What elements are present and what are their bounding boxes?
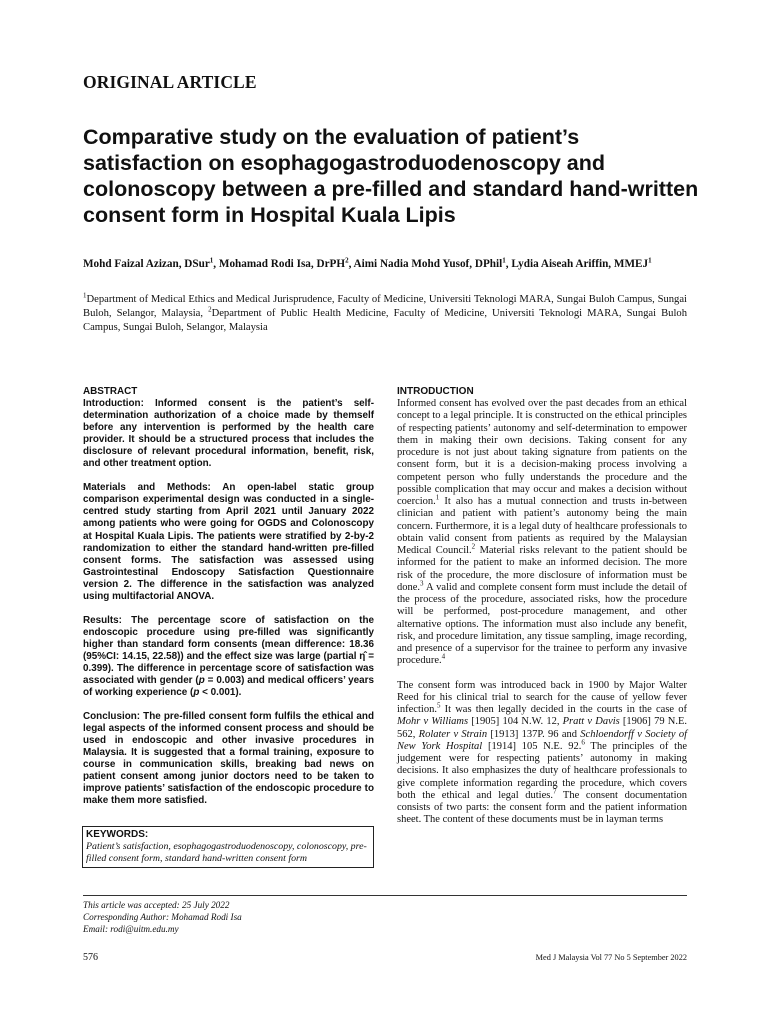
author-name: , Aimi Nadia Mohd Yusof, DPhil	[348, 258, 503, 270]
abstract-methods-label: Materials and Methods:	[83, 482, 211, 494]
case-name: Pratt v Davis	[562, 716, 620, 728]
author-affiliation-mark: 1	[502, 256, 506, 265]
case-name: Mohr v Williams	[397, 716, 469, 728]
body-text: [1905] 104 N.W. 12,	[468, 716, 563, 728]
affiliation-mark: 1	[83, 291, 87, 300]
body-text: [1906] 79 N.E. 562,	[397, 716, 687, 740]
corresponding-author: Corresponding Author: Mohamad Rodi Isa	[83, 912, 242, 922]
author-email: Email: rodi@uitm.edu.my	[83, 924, 179, 934]
introduction-paragraph	[397, 398, 687, 668]
abstract-results	[83, 615, 374, 699]
body-text: The consent documentation consists of two parts: the consent form and the patient information sheet. The content of these documents must be in layman terms	[397, 789, 688, 826]
body-text: The consent form was introduced back in 1900 by Major Walter Reed for his clinical trial to search for the cause of yellow fever infection.	[397, 679, 687, 715]
abstract-conclusion-label: Conclusion:	[83, 711, 141, 723]
author-affiliation-mark: 1	[648, 256, 652, 265]
page-number: 576	[83, 952, 98, 963]
citation-ref: 1	[435, 493, 440, 502]
abstract-methods-text: An open-label static group comparison experimental design was conducted in a single-centred study starting from April 2021 until January 2022 among patients who were going for OGDS and Colonoscopy at Hospital Kuala Lipis. The patients were stratified by 2-by-2 randomization to either the standard hand-written pre-filled consent forms. The satisfaction was assessed using Gastrointestinal Endoscopy Satisfaction Questionnaire version 2. The difference in the satisfaction was analyzed using multifactorial ANOVA.	[83, 482, 374, 602]
body-text: [1914] 105 N.E. 92.	[482, 740, 582, 752]
affiliation-mark: 2	[208, 305, 212, 314]
abstract-introduction	[83, 398, 374, 470]
citation-ref: 4	[441, 652, 446, 661]
abstract-column	[83, 386, 374, 820]
keywords-heading: KEYWORDS:	[86, 829, 149, 840]
footer-divider	[83, 895, 687, 896]
accepted-date: This article was accepted: 25 July 2022	[83, 900, 230, 910]
introduction-paragraph	[397, 680, 687, 827]
body-text: It was then legally decided in the courts in the case of	[440, 704, 687, 715]
abstract-conclusion	[83, 711, 374, 807]
abstract-heading: ABSTRACT	[83, 386, 138, 397]
article-footnote	[83, 899, 242, 935]
affiliation-text: Department of Public Health Medicine, Faculty of Medicine, Universiti Teknologi MARA, Sungai Buloh Campus, Sungai Buloh, Selangor, Malaysia	[83, 308, 688, 333]
body-text: Informed consent has evolved over the past decades from an ethical concept to a legal principle. It is constructed on the ethical principles of respecting patients’ autonomy and self-determination to empower them in making their own decisions. Taking consent for any procedure is not just about taking signature from patients on the consent form, but it is a decision-making process involving a competent person who fully understands the procedure and the possible complication that may occur and makes a decision without coercion.	[397, 398, 687, 507]
body-text: [1913] 137P. 96 and	[487, 728, 581, 740]
case-name: Schloendorff v Society of New York Hospital	[397, 728, 687, 752]
abstract-methods	[83, 482, 374, 602]
body-text: It also has a mutual connection and trusts in-between clinician and patient with patient’s autonomy being the main concern. Furthermore, it is a legal duty of healthcare professionals to obtain valid consent from patients as required by the Malaysian Medical Council.	[397, 496, 687, 556]
affiliations	[83, 293, 687, 335]
abstract-results-text: The percentage score of satisfaction on the endoscopic procedure using pre-filled was significantly higher than standard form consents (mean difference: 18.36 (95%CI: 14.15, 22.58)) and the effect size was large (partial η̂ = 0.399). The difference in percentage score of satisfaction was associated with gender (	[83, 614, 374, 687]
citation-ref: 5	[436, 701, 441, 710]
journal-citation: Med J Malaysia Vol 77 No 5 September 2022	[535, 953, 687, 962]
abstract-intro-label: Introduction:	[83, 398, 144, 410]
case-name: Rolater v Strain	[418, 728, 488, 740]
keywords-box	[82, 826, 374, 868]
author-name: , Mohamad Rodi Isa, DrPH	[213, 258, 346, 270]
introduction-heading: INTRODUCTION	[397, 386, 474, 397]
author-affiliation-mark: 1	[209, 256, 214, 265]
author-list	[83, 257, 687, 272]
p-value-symbol: p	[198, 675, 205, 687]
citation-ref: 7	[552, 787, 557, 796]
citation-ref: 6	[581, 738, 585, 747]
author-affiliation-mark: 2	[345, 256, 349, 265]
citation-ref: 2	[471, 542, 476, 551]
article-title: Comparative study on the evaluation of patient’s satisfaction on esophagogastroduodenoscopy and colonoscopy between a pre-filled and standard hand-written consent form in Hospital Kuala Lipis	[83, 125, 699, 227]
author-name: , Lydia Aiseah Ariffin, MMEJ	[505, 258, 649, 270]
citation-ref: 3	[420, 579, 424, 588]
author-name: Mohd Faizal Azizan, DSur	[83, 258, 210, 270]
keywords-text: Patient’s satisfaction, esophagogastroduodenoscopy, colonoscopy, pre-filled consent form, standard hand-written consent form	[86, 841, 367, 864]
abstract-results-label: Results:	[83, 614, 122, 626]
body-text: Material risks relevant to the patient should be informed for the patient to make an informed decision. The more risk of the procedure, the more disclosure of information must be done.	[397, 545, 687, 593]
section-label: ORIGINAL ARTICLE	[83, 72, 257, 92]
p-value-symbol: p	[193, 687, 200, 699]
affiliation-text: Department of Medical Ethics and Medical Jurisprudence, Faculty of Medicine, Universiti Teknologi MARA, Sungai Buloh Campus, Sungai Buloh, Selangor, Malaysia,	[83, 294, 687, 319]
introduction-column	[397, 386, 687, 839]
abstract-results-text: < 0.001).	[199, 687, 242, 699]
abstract-conclusion-text: The pre-filled consent form fulfils the ethical and legal aspects of the informed consent process and should be used in endoscopic and other invasive procedures in Malaysia. It is suggested that a formal training, exposure to course in communication skills, breaking bad news on patient consent among junior doctors need to be taken to improve patients’ satisfaction of the endoscopic procedure to make them more satisfied.	[83, 711, 374, 807]
body-text: A valid and complete consent form must include the detail of the process of the procedure, associated risks, how the procedure will be performed, post-procedure management, and other alternative options. The information must also include any benefit, risk, and procedure limitation, any tissue sampling, image recording, and presence of a supervisor for the trainee to perform any invasive procedure.	[397, 581, 687, 667]
body-text: The principles of the judgement were for respecting patients’ autonomy in making decisions. It also emphasizes the duty of healthcare professionals to give complete information regarding the procedure, which covers both the ethical and legal duties.	[397, 740, 687, 801]
abstract-intro-text: Informed consent is the patient’s self-determination authorization of a choice made by themself before any intervention is performed by the health care provider. It should be a structured process that includes the disclosure of relevant procedural information, benefit, risk, and other treatment option.	[83, 398, 374, 470]
abstract-results-text: = 0.003) and medical officers’ years of working experience (	[83, 675, 374, 699]
